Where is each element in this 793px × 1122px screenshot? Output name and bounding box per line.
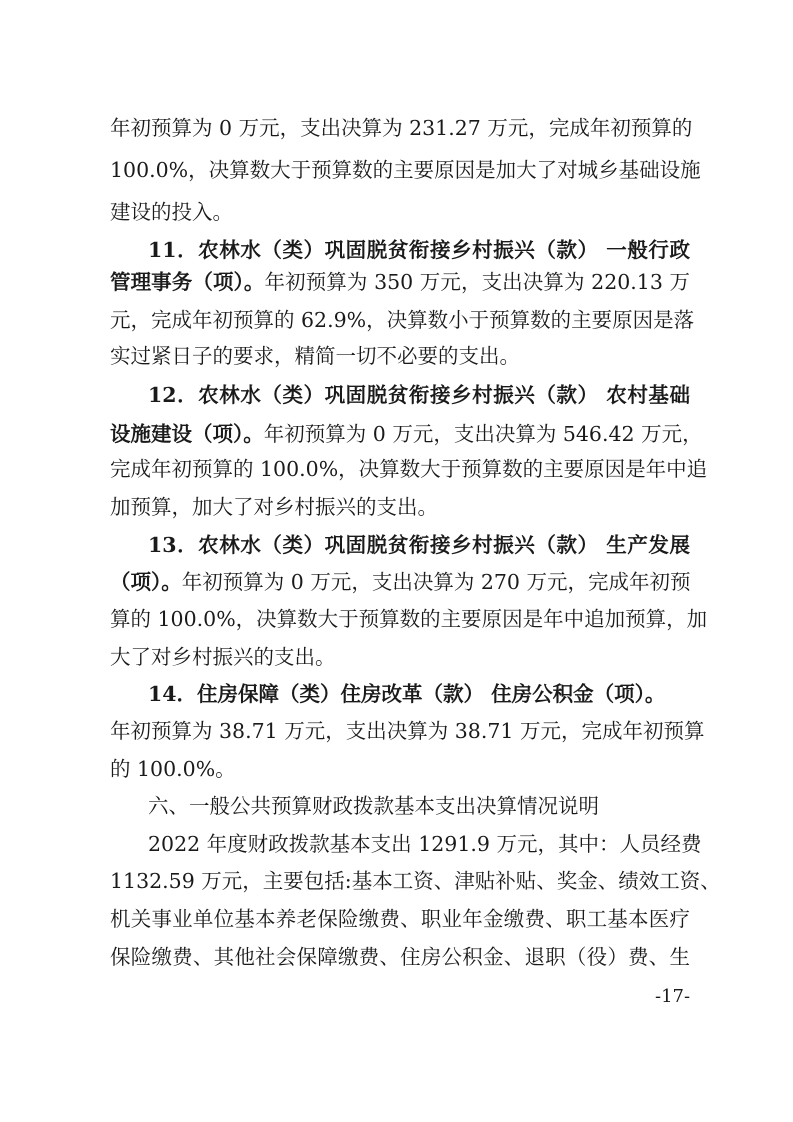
- text-line: 元，完成年初预算的 62.9%，决算数小于预算数的主要原因是落: [110, 308, 695, 332]
- item-heading: （项）。: [110, 570, 182, 594]
- text-line: 保险缴费、其他社会保障缴费、住房公积金、退职（役）费、生: [110, 945, 690, 969]
- section-heading: 六、一般公共预算财政拨款基本支出决算情况说明: [148, 794, 599, 818]
- text-line: 100.0%，决算数大于预算数的主要原因是加大了对城乡基础设施: [110, 158, 701, 182]
- text-line: [110, 567, 690, 597]
- item-heading-line: [148, 235, 690, 265]
- item-text: 年初预算为 0 万元，支出决算为 546.42 万元，: [263, 422, 703, 446]
- item-heading: 管理事务（项）。: [110, 270, 265, 294]
- item-text: 年初预算为 350 万元，支出决算为 220.13 万: [264, 270, 690, 294]
- text-line: 加预算，加大了对乡村振兴的支出。: [110, 495, 438, 519]
- text-line: 完成年初预算的 100.0%，决算数大于预算数的主要原因是年中追: [110, 457, 708, 481]
- item-heading-line: [148, 679, 690, 709]
- text-line: [110, 267, 690, 297]
- text-line: 的 100.0%。: [110, 757, 236, 781]
- item-heading: 14．住房保障（类）住房改革（款） 住房公积金（项）。: [148, 682, 666, 706]
- text-line: 建设的投入。: [110, 200, 233, 224]
- text-line: 1132.59 万元，主要包括:基本工资、津贴补贴、奖金、绩效工资、: [110, 869, 721, 893]
- page-number: -17-: [655, 986, 691, 1007]
- text-line: 年初预算为 0 万元，支出决算为 231.27 万元，完成年初预算的: [110, 116, 693, 140]
- item-heading-line: [148, 530, 690, 560]
- item-heading: 11．农林水（类）巩固脱贫衔接乡村振兴（款） 一般行政: [148, 238, 690, 262]
- text-line: 年初预算为 38.71 万元，支出决算为 38.71 万元，完成年初预算: [110, 719, 705, 743]
- item-heading: 12．农林水（类）巩固脱贫衔接乡村振兴（款） 农村基础: [148, 383, 690, 407]
- text-line: [110, 419, 703, 449]
- item-heading-line: [148, 380, 690, 410]
- text-line: 机关事业单位基本养老保险缴费、职业年金缴费、职工基本医疗: [110, 907, 690, 931]
- item-text: 年初预算为 0 万元，支出决算为 270 万元，完成年初预: [181, 570, 691, 594]
- text-line: 2022 年度财政拨款基本支出 1291.9 万元，其中：人员经费: [148, 832, 702, 856]
- item-heading: 设施建设（项）。: [110, 422, 264, 446]
- text-line: 算的 100.0%，决算数大于预算数的主要原因是年中追加预算，加: [110, 607, 708, 631]
- text-line: 大了对乡村振兴的支出。: [110, 645, 336, 669]
- text-line: 实过紧日子的要求，精简一切不必要的支出。: [110, 344, 520, 368]
- item-heading: 13．农林水（类）巩固脱贫衔接乡村振兴（款） 生产发展: [148, 533, 690, 557]
